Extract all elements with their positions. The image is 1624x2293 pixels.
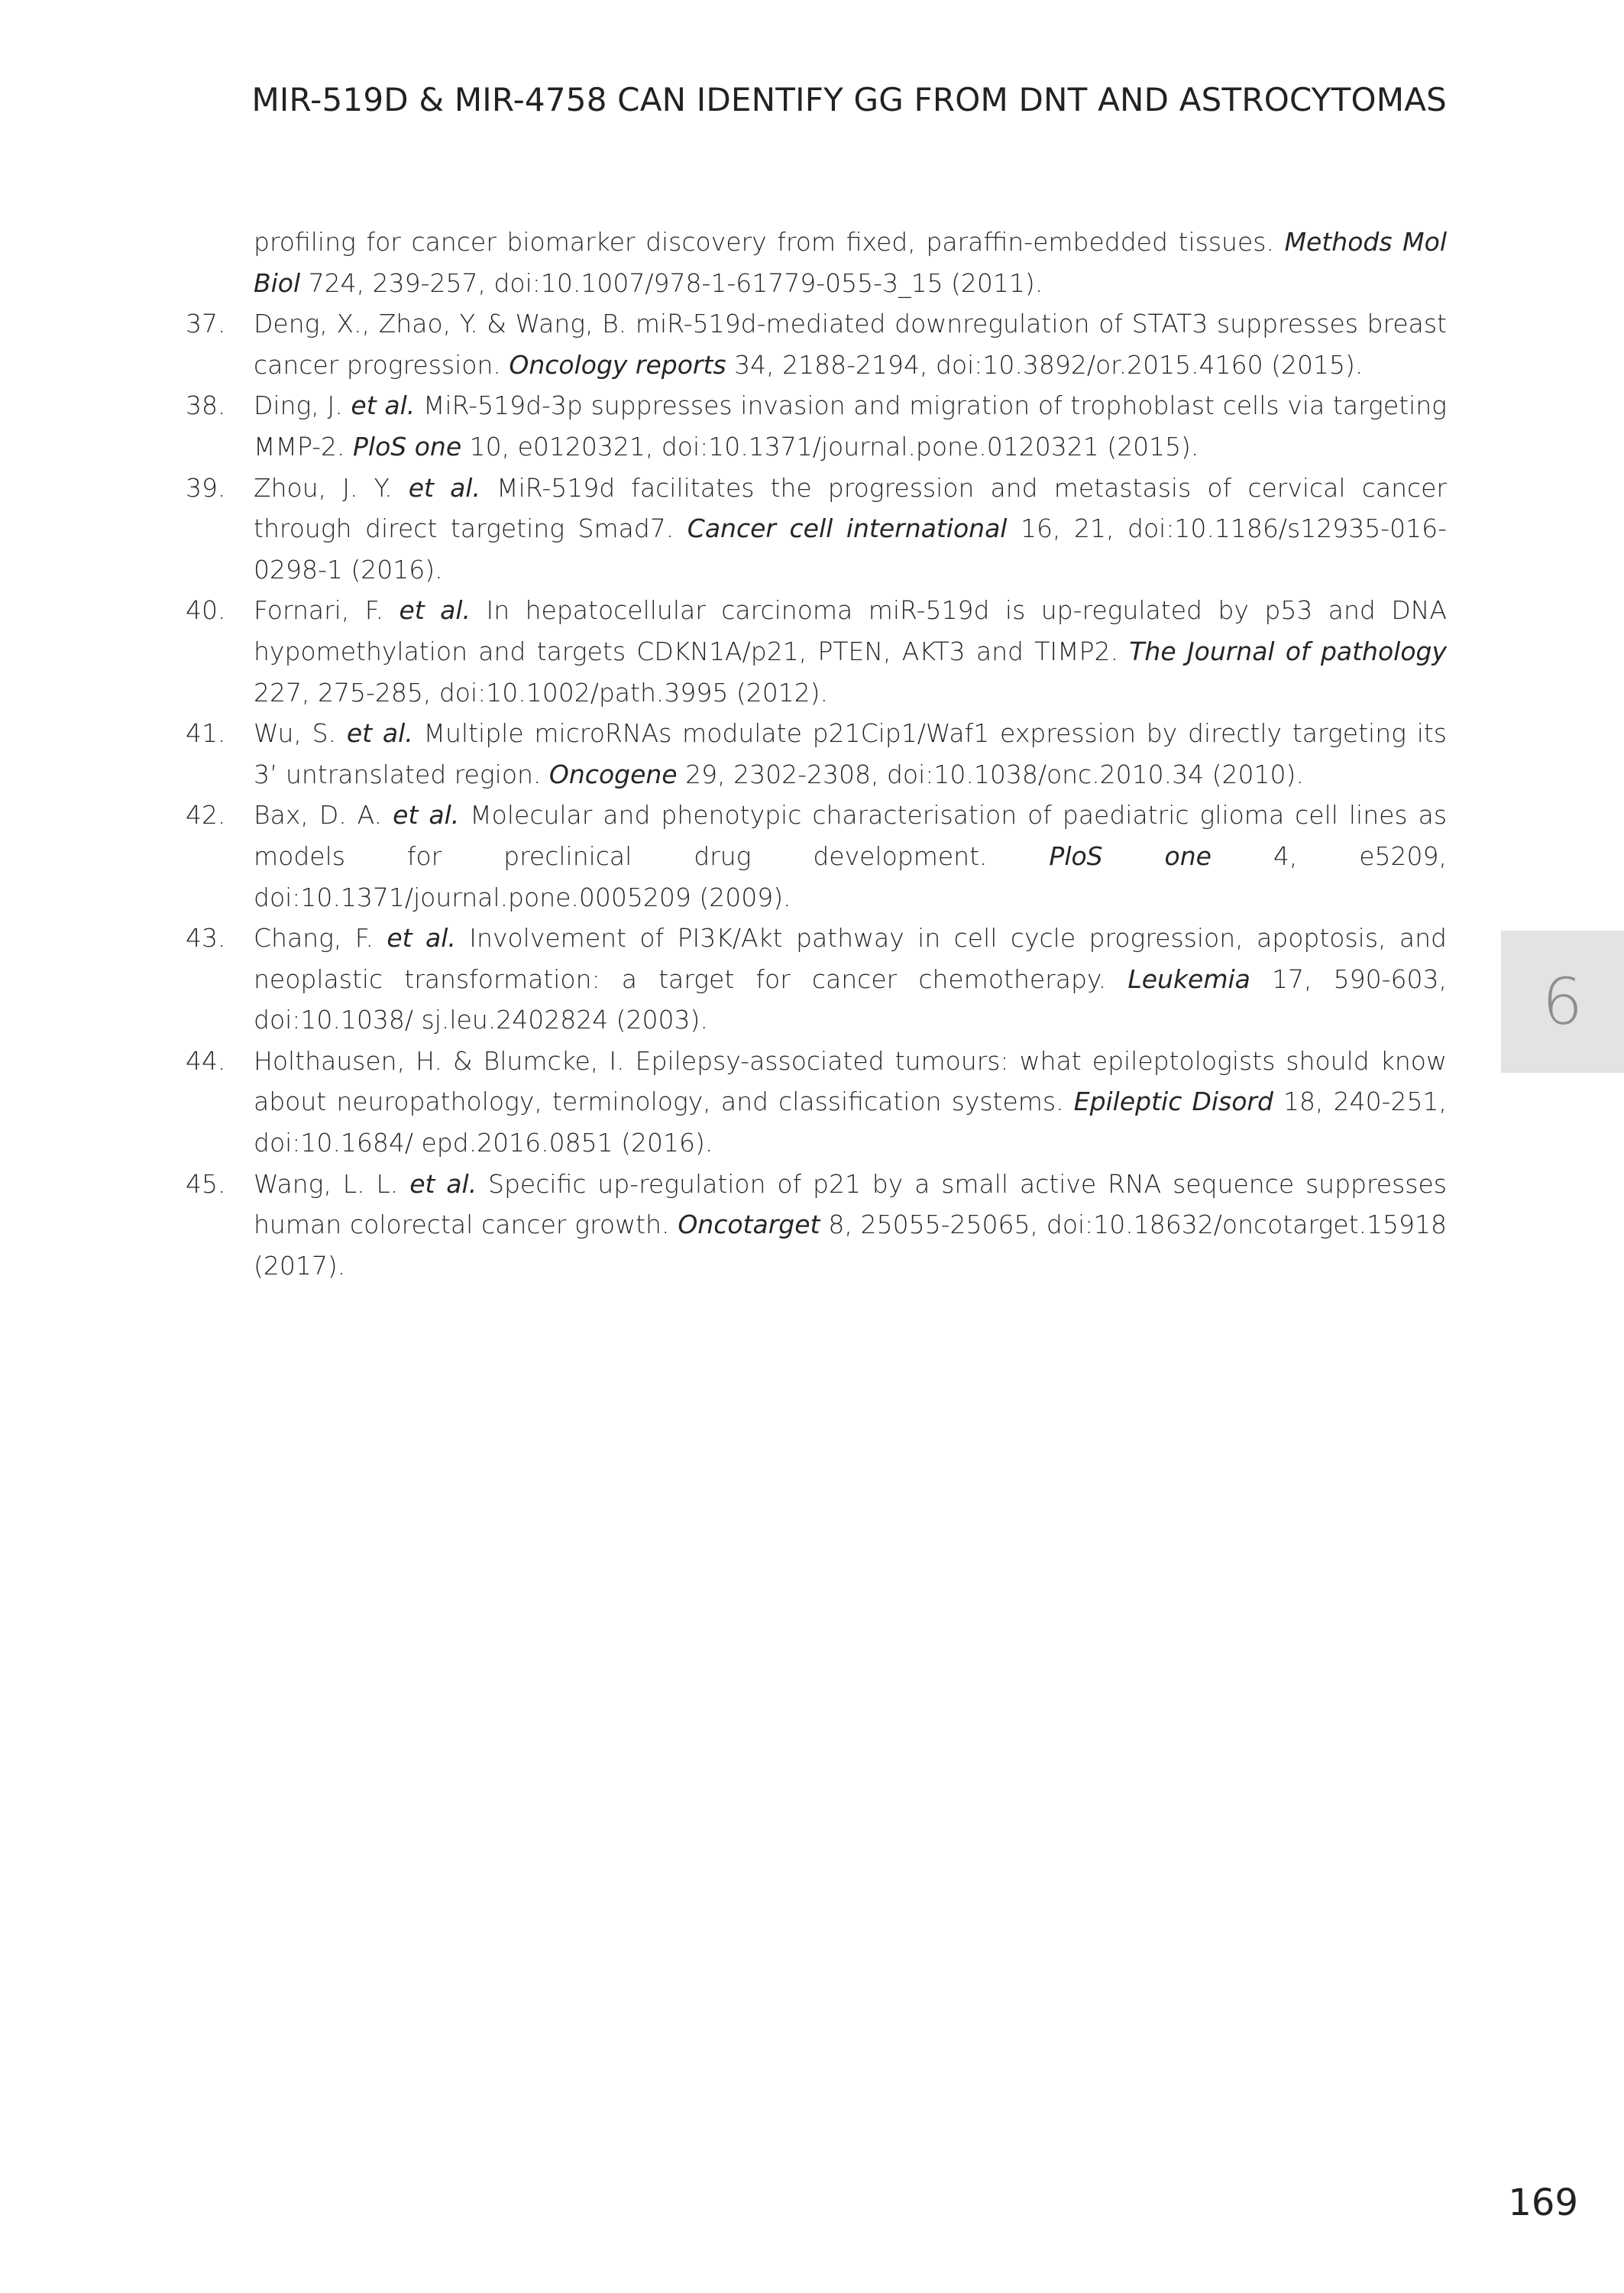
- reference-journal: PloS one: [353, 431, 462, 462]
- reference-number: 37.: [186, 309, 226, 339]
- reference-number: 41.: [186, 718, 226, 749]
- reference-title: Specific up-regulation of p21 by a small active RNA sequence suppresses human colorectal cancer growth.: [254, 1168, 1447, 1240]
- reference-item: [186, 918, 1447, 1041]
- reference-item: [186, 468, 1447, 591]
- reference-authors: Holthausen, H. & Blumcke, I.: [254, 1045, 625, 1076]
- reference-journal: Oncology reports: [509, 349, 726, 380]
- page-number: 169: [1508, 2181, 1578, 2224]
- reference-etal: et al.: [387, 923, 456, 954]
- reference-title: Multiple microRNAs modulate p21Cip1/Waf1 expression by directly targeting its 3’ untranslated region.: [254, 718, 1447, 789]
- reference-authors: Bax, D. A.: [254, 800, 393, 831]
- reference-etal: et al.: [409, 1168, 477, 1199]
- reference-number: 43.: [186, 923, 226, 954]
- reference-authors: Ding, J.: [254, 390, 351, 421]
- reference-details: 4, e5209, doi:10.1371/journal.pone.0005209 (2009).: [254, 840, 1447, 912]
- reference-item: [186, 303, 1447, 385]
- reference-title: Epilepsy-associated tumours: what epileptologists should know about neuropathology, terminology, and classification systems.: [254, 1045, 1447, 1117]
- reference-authors: Wang, L. L.: [254, 1168, 410, 1199]
- reference-item: [186, 385, 1447, 467]
- reference-journal: Epileptic Disord: [1073, 1087, 1273, 1117]
- reference-number: 40.: [186, 595, 226, 626]
- chapter-tab: [1501, 931, 1624, 1073]
- chapter-number: 6: [1542, 964, 1584, 1039]
- reference-authors: Zhou, J. Y.: [254, 472, 409, 503]
- reference-etal: et al.: [393, 800, 460, 831]
- reference-details: 8, 25055-25065, doi:10.18632/oncotarget.15918 (2017).: [254, 1210, 1447, 1281]
- reference-number: 39.: [186, 472, 226, 503]
- reference-number: 42.: [186, 800, 226, 831]
- reference-authors: Deng, X., Zhao, Y. & Wang, B.: [254, 309, 627, 339]
- reference-journal: PloS one: [1049, 840, 1212, 871]
- reference-title: Molecular and phenotypic characterisation of paediatric glioma cell lines as models for preclinical drug development.: [254, 800, 1448, 871]
- reference-item: [186, 1041, 1447, 1164]
- reference-details: 34, 2188-2194, doi:10.3892/or.2015.4160 (2015).: [726, 349, 1364, 380]
- reference-item: [186, 795, 1447, 918]
- reference-details: 16, 21, doi:10.1186/s12935-016-0298-1 (2016).: [254, 513, 1447, 585]
- reference-etal: et al.: [351, 390, 416, 421]
- reference-details: 29, 2302-2308, doi:10.1038/onc.2010.34 (2010).: [677, 759, 1304, 789]
- reference-title: profiling for cancer biomarker discovery from fixed, paraffin-embedded tissues.: [254, 227, 1285, 257]
- reference-journal: Leukemia: [1127, 964, 1250, 994]
- reference-etal: et al.: [399, 595, 471, 626]
- reference-list: [186, 222, 1447, 1286]
- reference-journal: Cancer cell international: [687, 513, 1008, 544]
- reference-number: 44.: [186, 1045, 226, 1076]
- reference-title: In hepatocellular carcinoma miR-519d is up-regulated by p53 and DNA hypomethylation and targets CDKN1A/p21, PTEN, AKT3 and TIMP2.: [254, 595, 1447, 666]
- reference-item: [186, 1164, 1447, 1287]
- reference-number: 38.: [186, 390, 226, 421]
- reference-item: [186, 590, 1447, 713]
- reference-details: 18, 240-251, doi:10.1684/ epd.2016.0851 (2016).: [254, 1087, 1447, 1158]
- reference-title: MiR-519d-3p suppresses invasion and migration of trophoblast cells via targeting MMP-2.: [254, 390, 1447, 462]
- reference-authors: Fornari, F.: [254, 595, 400, 626]
- reference-details: 724, 239-257, doi:10.1007/978-1-61779-055-3_15 (2011).: [300, 267, 1043, 298]
- reference-journal: Oncogene: [548, 759, 678, 789]
- reference-title: Involvement of PI3K/Akt pathway in cell cycle progression, apoptosis, and neoplastic transformation: a target for cancer chemotherapy.: [254, 923, 1447, 994]
- reference-details: 17, 590-603, doi:10.1038/ sj.leu.2402824 (2003).: [254, 964, 1447, 1035]
- reference-etal: et al.: [346, 718, 413, 749]
- reference-authors: Wu, S.: [254, 718, 347, 749]
- reference-etal: et al.: [408, 472, 480, 503]
- reference-journal: The Journal of pathology: [1129, 636, 1447, 666]
- reference-title: miR-519d-mediated downregulation of STAT3 suppresses breast cancer progression.: [254, 309, 1447, 380]
- reference-details: 227, 275-285, doi:10.1002/path.3995 (2012).: [254, 677, 829, 708]
- running-header: MIR-519D & MIR-4758 CAN IDENTIFY GG FROM DNT AND ASTROCYTOMAS: [251, 81, 1447, 118]
- reference-journal: Oncotarget: [678, 1210, 820, 1240]
- reference-title: MiR-519d facilitates the progression and metastasis of cervical cancer through direct targeting Smad7.: [254, 472, 1447, 544]
- reference-details: 10, e0120321, doi:10.1371/journal.pone.0120321 (2015).: [461, 431, 1199, 462]
- reference-authors: Chang, F.: [254, 923, 387, 954]
- reference-item: [186, 222, 1447, 303]
- reference-item: [186, 713, 1447, 795]
- reference-journal: Methods Mol Biol: [254, 227, 1448, 298]
- reference-number: 45.: [186, 1168, 226, 1199]
